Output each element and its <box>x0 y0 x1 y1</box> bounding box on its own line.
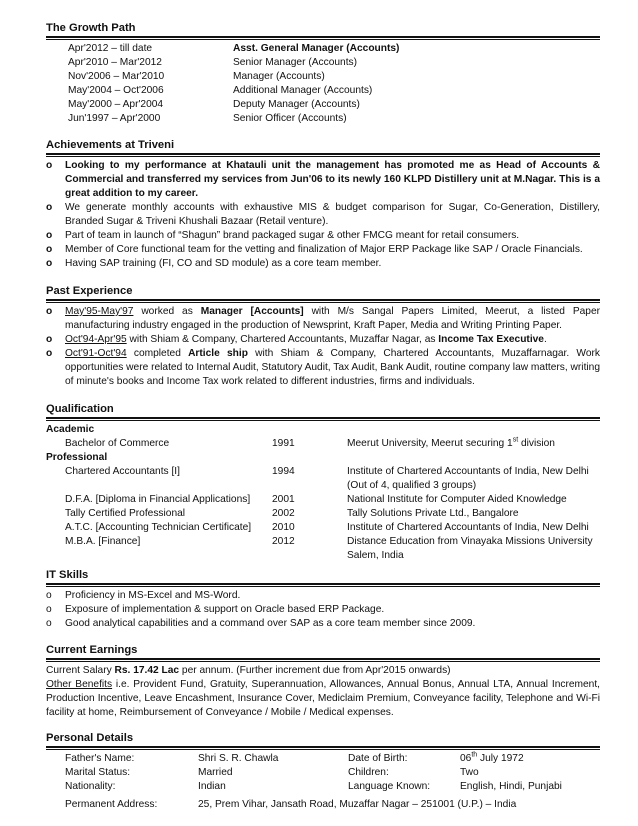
qual-row <box>46 521 600 535</box>
qual-row <box>46 493 600 507</box>
qual-row <box>46 437 600 451</box>
children-value: Two <box>460 767 479 778</box>
section-rule <box>46 36 600 40</box>
bullet-icon: o <box>46 590 52 601</box>
achievements-list <box>46 159 600 271</box>
it-skill-item: o Good analytical capabilities and a command over SAP as a core team member since 2009. <box>46 618 476 629</box>
achievement-item: o Having SAP training (FI, CO and SD module) as a core team member. <box>46 258 382 269</box>
address-value: 25, Prem Vihar, Jansath Road, Muzaffar Nagar – 251001 (U.P.) – India <box>198 799 517 810</box>
qual-course: M.B.A. [Finance] <box>65 536 141 547</box>
salary-amount: Rs. 17.42 Lac <box>114 665 180 676</box>
bullet-icon: o <box>46 230 53 241</box>
nationality-value: Indian <box>198 781 226 792</box>
achievement-item: o Member of Core functional team for the vetting and finalization of Major ERP Package like SAP / Oracle Financials. <box>46 244 583 255</box>
past-role: Income Tax Executive <box>438 334 544 345</box>
growth-period: May'2004 – Oct'2006 <box>68 85 164 96</box>
personal-title: Personal Details <box>46 732 134 744</box>
growth-period: Nov'2006 – Mar'2010 <box>68 71 165 82</box>
qual-year: 2002 <box>272 508 295 519</box>
growth-period: Jun'1997 – Apr'2000 <box>68 113 161 124</box>
section-rule <box>46 583 600 587</box>
professional-label: Professional <box>46 452 108 463</box>
earnings-section <box>46 642 600 720</box>
qual-year: 2012 <box>272 536 295 547</box>
past-title: Past Experience <box>46 285 133 297</box>
qual-institute: National Institute for Computer Aided Knowledge <box>347 494 567 505</box>
section-rule <box>46 299 600 303</box>
personal-row: Permanent Address: 25, Prem Vihar, Jansath Road, Muzaffar Nagar – 251001 (U.P.) – India <box>65 799 517 810</box>
past-item: o Oct'91-Oct'94 completed Article ship with Shiam & Company, Chartered Accountants, Muzaffarnagar. Work opportunities were related to Internal Audit, Statutory Audit, Tax Audit, Bank Audit, routine company law matters, writing of minute's books and Income Tax work related to different industries, firms and individuals. <box>46 348 601 387</box>
growth-row <box>46 42 600 56</box>
qual-year: 1994 <box>272 466 295 477</box>
achievements-title: Achievements at Triveni <box>46 139 175 151</box>
qual-year: 1991 <box>272 438 295 449</box>
personal-section <box>46 730 600 812</box>
past-period: Oct'91-Oct'94 <box>65 348 127 359</box>
qual-institute: Institute of Chartered Accountants of India, New Delhi (Out of 4, qualified 3 groups) <box>347 466 589 491</box>
qual-year: 2001 <box>272 494 295 505</box>
growth-role: Senior Officer (Accounts) <box>233 113 347 124</box>
section-rule <box>46 746 600 750</box>
past-period: May'95-May'97 <box>65 306 134 317</box>
growth-period: May'2000 – Apr'2004 <box>68 99 164 110</box>
dob-value: 06th July 1972 <box>460 751 524 764</box>
qual-institute: Institute of Chartered Accountants of India, New Delhi <box>347 522 589 533</box>
bullet-icon: o <box>46 202 53 213</box>
qualification-section <box>46 401 600 563</box>
it-skill-item: o Proficiency in MS-Excel and MS-Word. <box>46 590 241 601</box>
past-period: Oct'94-Apr'95 <box>65 334 127 345</box>
bullet-icon: o <box>46 618 52 629</box>
growth-role: Asst. General Manager (Accounts) <box>233 43 400 54</box>
bullet-icon: o <box>46 160 53 171</box>
it-section <box>46 567 600 631</box>
it-skill-item: o Exposure of implementation & support on Oracle based ERP Package. <box>46 604 385 615</box>
qual-course: Bachelor of Commerce <box>65 438 170 449</box>
qual-course: A.T.C. [Accounting Technician Certificate] <box>65 522 252 533</box>
past-item: o May'95-May'97 worked as Manager [Accounts] with M/s Sangal Papers Limited, Meerut, a listed Paper manufacturing industry engaged in the production of Newsprint, Kraft Paper, Media and Writing Printing Paper. <box>46 306 601 331</box>
past-item: o Oct'94-Apr'95 with Shiam & Company, Chartered Accountants, Muzaffar Nagar, as Income Tax Executive. <box>46 334 547 345</box>
section-rule <box>46 153 600 157</box>
section-rule <box>46 417 600 421</box>
bullet-icon: o <box>46 244 53 255</box>
achievements-section <box>46 137 600 271</box>
growth-row <box>46 70 600 84</box>
growth-period: Apr'2012 – till date <box>68 43 153 54</box>
past-role: Article ship <box>188 348 248 359</box>
qual-course: D.F.A. [Diploma in Financial Applications] <box>65 494 251 505</box>
qual-course: Chartered Accountants [I] <box>65 466 180 477</box>
growth-table <box>46 42 600 126</box>
qual-row <box>46 535 600 563</box>
achievement-item: o We generate monthly accounts with exhaustive MIS & budget comparison for Sugar, Co-Generation, Distillery, Branded Sugar & Triveni Khushali Bazaar (Retail venture). <box>46 202 600 227</box>
growth-role: Senior Manager (Accounts) <box>233 57 358 68</box>
it-list <box>46 589 600 631</box>
growth-section <box>46 20 600 126</box>
growth-row <box>46 56 600 70</box>
salary-line: Current Salary Rs. 17.42 Lac per annum. (Further increment due from Apr'2015 onwards) <box>46 665 451 676</box>
father-name: Shri S. R. Chawla <box>198 753 279 764</box>
benefits-text: Other Benefits i.e. Provident Fund, Gratuity, Superannuation, Allowances, Annual Bonus, Annual LTA, Annual Increment, Production Incentive, Leave Encashment, Insurance Cover, Mediclaim Premium, Conveyance facility, Telephone and Wi-Fi facility at home, Reimbursement of Conveyance / Mobile / Medical expenses. <box>46 679 600 718</box>
academic-label: Academic <box>46 424 95 435</box>
growth-title: The Growth Path <box>46 22 136 34</box>
section-rule <box>46 658 600 662</box>
bullet-icon: o <box>46 306 53 317</box>
achievement-item: o Looking to my performance at Khatauli unit the management has promoted me as Head of Accounts & Commercial and transferred my services from Jun'06 to its newly 160 KLPD Distillery unit at M.Nagar. This is a great addition to my career. <box>46 160 600 199</box>
benefits-label: Other Benefits <box>46 679 113 690</box>
growth-period: Apr'2010 – Mar'2012 <box>68 57 162 68</box>
past-section <box>46 283 600 389</box>
bullet-icon: o <box>46 348 53 359</box>
growth-role: Additional Manager (Accounts) <box>233 85 373 96</box>
personal-row: Nationality: Indian Language Known: English, Hindi, Punjabi <box>65 781 562 792</box>
achievement-item: o Part of team in launch of “Shagun” brand packaged sugar & other FMCG meant for retail consumers. <box>46 230 520 241</box>
bullet-icon: o <box>46 604 52 615</box>
bullet-icon: o <box>46 258 53 269</box>
qualification-title: Qualification <box>46 403 114 415</box>
qual-year: 2010 <box>272 522 295 533</box>
growth-role: Deputy Manager (Accounts) <box>233 99 360 110</box>
qual-institute: Meerut University, Meerut securing 1st division <box>347 436 555 449</box>
qual-table <box>46 465 600 563</box>
bullet-icon: o <box>46 334 53 345</box>
marital-status: Married <box>198 767 233 778</box>
growth-row <box>46 84 600 98</box>
qual-row <box>46 507 600 521</box>
growth-role: Manager (Accounts) <box>233 71 325 82</box>
it-title: IT Skills <box>46 569 89 581</box>
personal-row: Marital Status: Married Children: Two <box>65 767 479 778</box>
earnings-title: Current Earnings <box>46 644 138 656</box>
qual-course: Tally Certified Professional <box>65 508 186 519</box>
language-value: English, Hindi, Punjabi <box>460 781 562 792</box>
past-role: Manager [Accounts] <box>200 306 304 317</box>
qual-row <box>46 465 600 493</box>
growth-row <box>46 98 600 112</box>
qual-institute: Tally Solutions Private Ltd., Bangalore <box>347 508 519 519</box>
personal-row: Father's Name: Shri S. R. Chawla Date of Birth: 06th July 1972 <box>65 751 524 764</box>
qual-institute: Distance Education from Vinayaka Missions University Salem, India <box>347 536 593 561</box>
growth-row <box>46 112 600 126</box>
